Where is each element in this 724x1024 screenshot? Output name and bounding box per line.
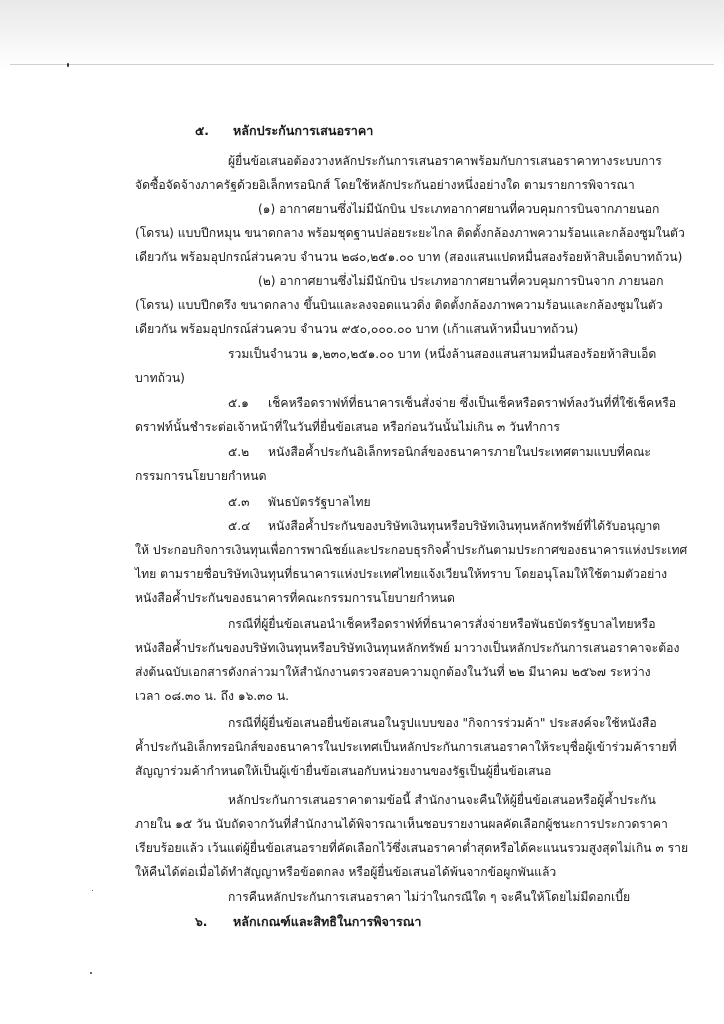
subsection-number: ๕.๓ [228, 495, 250, 509]
item-line: เดียวกัน พร้อมอุปกรณ์ส่วนควบ จำนวน ๙๕๐,๐๐๐.๐๐ บาท (เก้าแสนห้าหมื่นบาทถ้วน) [135, 322, 579, 336]
paragraph-line: ภายใน ๑๕ วัน นับถัดจากวันที่สำนักงานได้พิจารณาเห็นชอบรายงานผลคัดเลือกผู้ชนะการประกวดราคา [135, 817, 668, 831]
paragraph-line: กรณีที่ผู้ยื่นข้อเสนอนำเช็คหรือดราฟท์ที่ธนาคารสั่งจ่ายหรือพันธบัตรรัฐบาลไทยหรือ [228, 617, 656, 631]
paragraph-line: ผู้ยื่นข้อเสนอต้องวางหลักประกันการเสนอราคาพร้อมกับการเสนอราคาทางระบบการ [228, 154, 662, 168]
item-line: (โดรน) แบบปีกตรึง ขนาดกลาง ขึ้นบินและลงจอดแนวดิ่ง ติดตั้งกล้องภาพความร้อนและกล้องซูมในตัว [135, 298, 663, 312]
subsection-line: หนังสือค้ำประกันของธนาคารที่คณะกรรมการนโยบายกำหนด [135, 591, 455, 605]
item-line: (โดรน) แบบปีกหมุน ขนาดกลาง พร้อมชุดฐานปล่อยระยะไกล ติดตั้งกล้องภาพความร้อนและกล้องซูมในตัว [135, 226, 685, 240]
paragraph-line: สัญญาร่วมค้ากำหนดให้เป็นผู้เข้ายื่นข้อเสนอกับหน่วยงานของรัฐเป็นผู้ยื่นข้อเสนอ [135, 764, 552, 778]
paragraph-line: ค้ำประกันอิเล็กทรอนิกส์ของธนาคารในประเทศเป็นหลักประกันการเสนอราคาให้ระบุชื่อผู้เข้าร่วมค้ารายที่ [135, 740, 677, 754]
subsection-line: พันธบัตรรัฐบาลไทย [268, 495, 371, 509]
paragraph-line: การคืนหลักประกันการเสนอราคา ไม่ว่าในกรณีใด ๆ จะคืนให้โดยไม่มีดอกเบี้ย [228, 890, 631, 904]
subsection-line: ให้ ประกอบกิจการเงินทุนเพื่อการพาณิชย์และประกอบธุรกิจค้ำประกันตามประกาศของธนาคารแห่งประเทศ [135, 543, 688, 557]
total-line: บาทถ้วน) [135, 371, 185, 385]
paragraph-line: เวลา ๐๘.๓๐ น. ถึง ๑๖.๓๐ น. [135, 689, 290, 703]
section-heading: หลักเกณฑ์และสิทธิในการพิจารณา [233, 914, 422, 929]
subsection-line: หนังสือค้ำประกันของบริษัทเงินทุนหรือบริษัทเงินทุนหลักทรัพย์ที่ได้รับอนุญาต [268, 519, 661, 533]
paragraph-line: ส่งต้นฉบับเอกสารดังกล่าวมาให้สำนักงานตรวจสอบความถูกต้องในวันที่ ๒๒ มีนาคม ๒๕๖๗ ระหว่าง [135, 665, 651, 679]
subsection-number: ๕.๔ [228, 519, 251, 533]
item-line: เดียวกัน พร้อมอุปกรณ์ส่วนควบ จำนวน ๒๘๐,๒๕๑.๐๐ บาท (สองแสนแปดหมื่นสองร้อยห้าสิบเอ็ดบาทถ้วน) [135, 250, 683, 264]
paragraph-line: เรียบร้อยแล้ว เว้นแต่ผู้ยื่นข้อเสนอรายที่คัดเลือกไว้ซึ่งเสนอราคาต่ำสุดหรือได้คะแนนรวมสูงสุดไม่เกิน ๓ ราย [135, 841, 689, 855]
subsection-line: ไทย ตามรายชื่อบริษัทเงินทุนที่ธนาคารแห่งประเทศไทยแจ้งเวียนให้ทราบ โดยอนุโลมให้ใช้ตามตัวอย่าง [135, 567, 668, 581]
paragraph-line: หลักประกันการเสนอราคาตามข้อนี้ สำนักงานจะคืนให้ผู้ยื่นข้อเสนอหรือผู้ค้ำประกัน [228, 793, 656, 807]
section-heading: หลักประกันการเสนอราคา [233, 123, 374, 138]
section-number: ๕. [195, 124, 209, 138]
subsection-line: หนังสือค้ำประกันอิเล็กทรอนิกส์ของธนาคารภายในประเทศตามแบบที่คณะ [268, 445, 651, 459]
paragraph-line: กรณีที่ผู้ยื่นข้อเสนอยื่นข้อเสนอในรูปแบบของ "กิจการร่วมค้า" ประสงค์จะใช้หนังสือ [228, 716, 657, 730]
subsection-number: ๕.๑ [228, 396, 249, 410]
paragraph-line: จัดซื้อจัดจ้างภาครัฐด้วยอิเล็กทรอนิกส์ โดยใช้หลักประกันอย่างหนึ่งอย่างใด ตามรายการพิจารณา [135, 178, 635, 192]
subsection-line: กรรมการนโยบายกำหนด [135, 469, 267, 483]
subsection-number: ๕.๒ [228, 445, 250, 459]
item-line: (๑) อากาศยานซึ่งไม่มีนักบิน ประเภทอากาศยานที่ควบคุมการบินจากภายนอก [258, 202, 660, 216]
paragraph-line: ให้คืนได้ต่อเมื่อได้ทำสัญญาหรือข้อตกลง หรือผู้ยื่นข้อเสนอได้พ้นจากข้อผูกพันแล้ว [135, 865, 557, 879]
subsection-line: ดราฟท์นั้นชำระต่อเจ้าหน้าที่ในวันที่ยื่นข้อเสนอ หรือก่อนวันนั้นไม่เกิน ๓ วันทำการ [135, 420, 560, 434]
subsection-line: เช็คหรือดราฟท์ที่ธนาคารเซ็นสั่งจ่าย ซึ่งเป็นเช็คหรือดราฟท์ลงวันที่ที่ใช้เช็คหรือ [268, 396, 677, 410]
paragraph-line: หนังสือค้ำประกันของบริษัทเงินทุนหรือบริษัทเงินทุนหลักทรัพย์ มาวางเป็นหลักประกันการเสนอราคาจะต้อง [135, 641, 680, 655]
total-line: รวมเป็นจำนวน ๑,๒๓๐,๒๕๑.๐๐ บาท (หนึ่งล้านสองแสนสามหมื่นสองร้อยห้าสิบเอ็ด [228, 347, 657, 361]
item-line: (๒) อากาศยานซึ่งไม่มีนักบิน ประเภทอากาศยานที่ควบคุมการบินจาก ภายนอก [258, 274, 664, 288]
section-number: ๖. [195, 915, 208, 929]
